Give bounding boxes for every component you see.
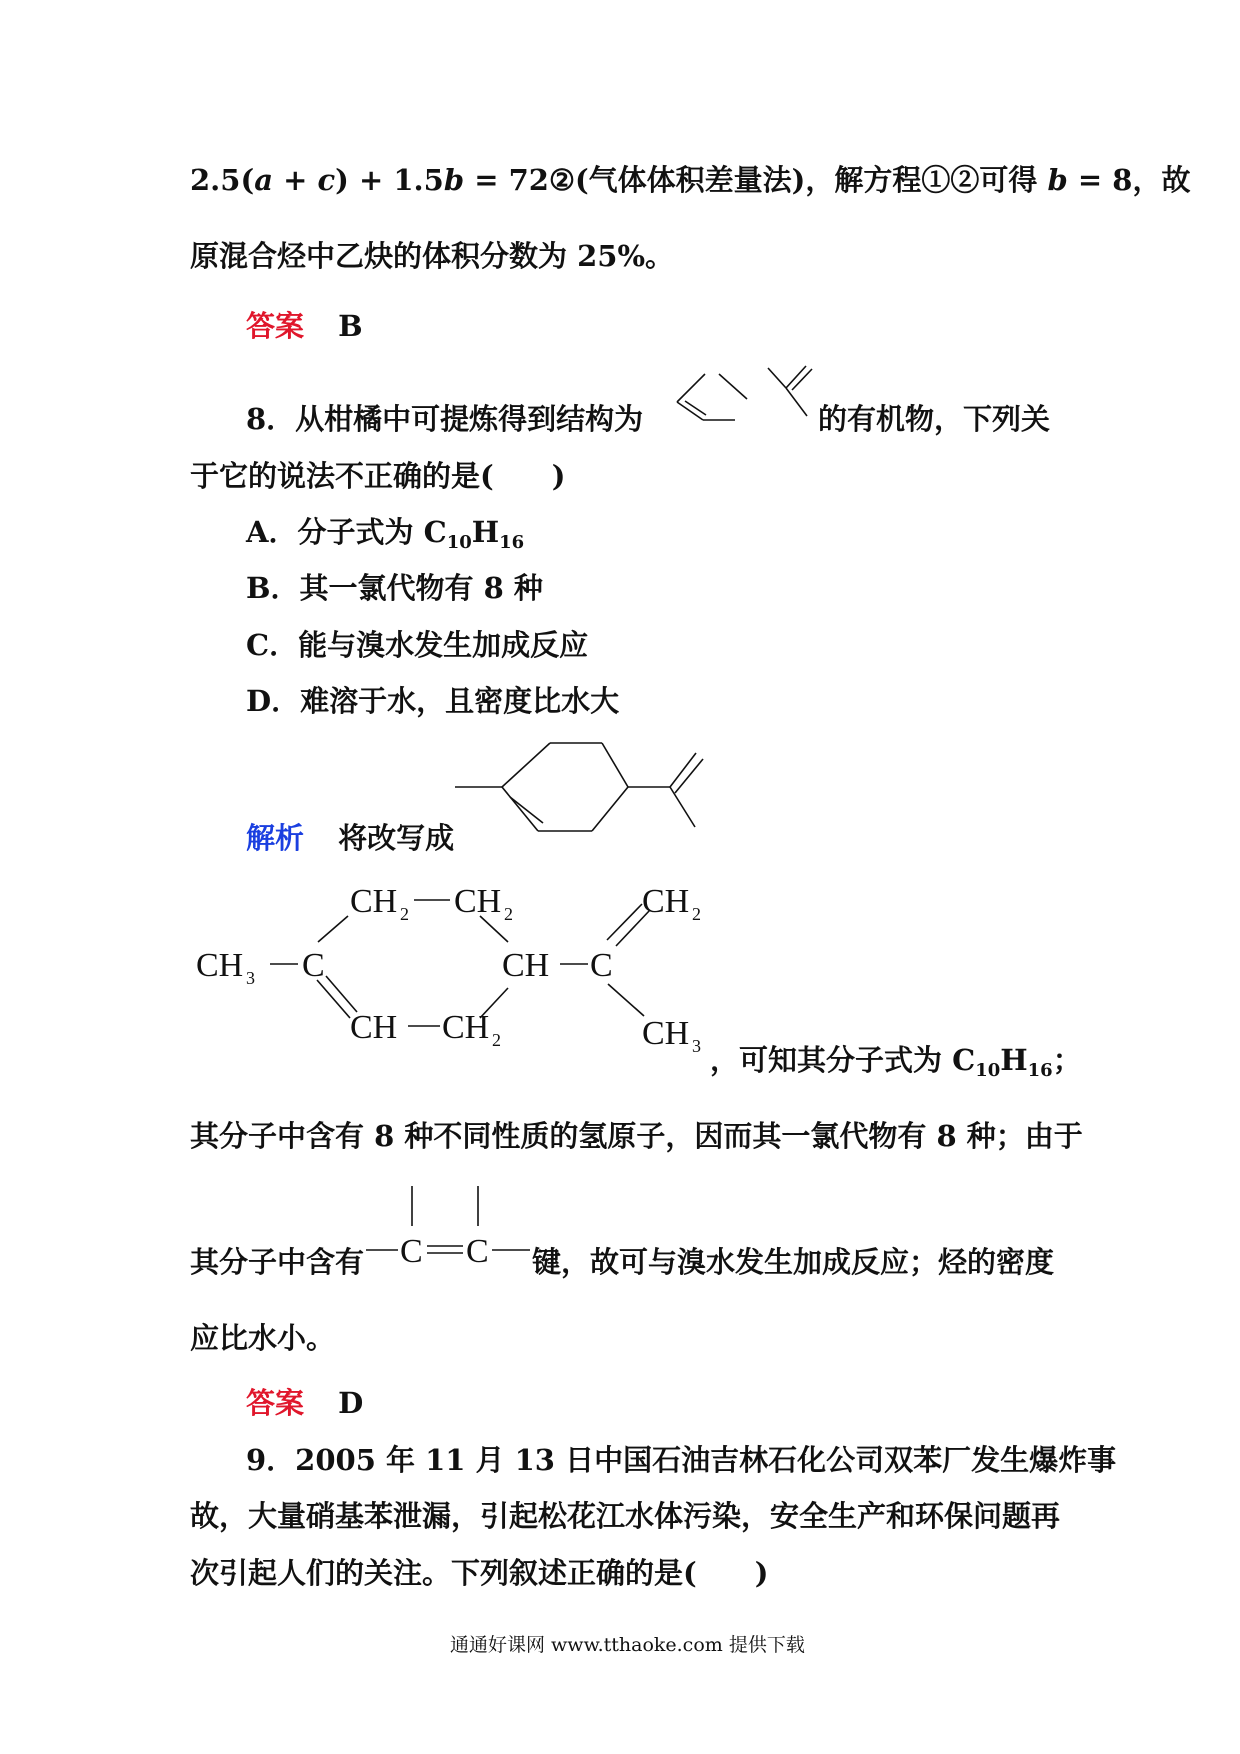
ch2-group: CH xyxy=(350,883,398,920)
analysis-line-2: 其分子中含有 8 种不同性质的氢原子，因而其一氯代物有 8 种；由于 xyxy=(190,1119,1083,1153)
text-line-2: 原混合烃中乙炔的体积分数为 25%。 xyxy=(190,239,675,273)
question-8-stem-cont: 的有机物，下列关 xyxy=(818,402,1051,436)
analysis-text: H xyxy=(1000,1043,1028,1077)
carbon-double-bond-fragment xyxy=(362,1180,534,1280)
analysis-skeletal-structure xyxy=(450,735,712,835)
question-8-stem: 8．从柑橘中可提炼得到结构为 xyxy=(246,402,644,436)
ch-group: CH xyxy=(502,947,550,984)
var-b: b xyxy=(443,163,465,197)
analysis-lead: 将改写成 xyxy=(338,821,455,855)
subscript: 16 xyxy=(499,532,525,553)
option-a xyxy=(246,510,524,553)
option-a-text: H xyxy=(471,515,500,549)
subscript: 3 xyxy=(692,1036,701,1056)
ch-group: CH xyxy=(350,1009,398,1046)
eq-part: ) + 1.5 xyxy=(335,163,444,197)
condensed-structural-formula xyxy=(190,872,730,1062)
eq-part: = 8，故 xyxy=(1067,163,1191,197)
analysis-text: ，可知其分子式为 C xyxy=(710,1043,976,1077)
eq-part: 2.5( xyxy=(190,163,255,197)
subscript: 2 xyxy=(504,904,513,924)
subscript: 16 xyxy=(1027,1060,1053,1081)
option-d: D．难溶于水，且密度比水大 xyxy=(246,684,620,718)
limonene-skeletal-structure xyxy=(675,362,830,432)
option-a-text: A．分子式为 C xyxy=(246,515,447,549)
ch2-group: CH xyxy=(642,883,690,920)
ch2-group: CH xyxy=(442,1009,490,1046)
question-9-line-2: 故，大量硝基苯泄漏，引起松花江水体污染，安全生产和环保问题再 xyxy=(190,1499,1061,1533)
option-c: C．能与溴水发生加成反应 xyxy=(246,628,589,662)
var-a: a xyxy=(254,163,273,197)
eq-part: = 72②(气体体积差量法)，解方程①②可得 xyxy=(464,163,1048,197)
analysis-line-3-end: 键，故可与溴水发生加成反应；烃的密度 xyxy=(532,1245,1055,1279)
answer-row xyxy=(246,304,363,345)
carbon-atom: C xyxy=(400,1233,423,1270)
analysis-label: 解析 xyxy=(246,821,305,855)
molecular-formula-text xyxy=(710,1038,1082,1081)
analysis-text: ； xyxy=(1052,1043,1082,1077)
carbon-atom: C xyxy=(302,947,325,984)
subscript: 2 xyxy=(400,904,409,924)
var-c: c xyxy=(317,163,336,197)
ch3-group: CH xyxy=(642,1015,690,1052)
analysis-line-4: 应比水小。 xyxy=(190,1321,336,1355)
text-line-1 xyxy=(190,158,1190,199)
answer-value: B xyxy=(338,309,363,343)
question-8-stem-line2: 于它的说法不正确的是( ) xyxy=(190,459,566,493)
answer-label: 答案 xyxy=(246,1386,305,1420)
ch3-group: CH xyxy=(196,947,244,984)
question-9-line-1: 9．2005 年 11 月 13 日中国石油吉林石化公司双苯厂发生爆炸事 xyxy=(246,1443,1117,1477)
carbon-atom: C xyxy=(466,1233,489,1270)
analysis-line-3-start: 其分子中含有 xyxy=(190,1245,365,1279)
question-9-line-3: 次引起人们的关注。下列叙述正确的是( ) xyxy=(190,1556,769,1590)
subscript: 2 xyxy=(692,904,701,924)
eq-part: + xyxy=(272,163,318,197)
option-b: B．其一氯代物有 8 种 xyxy=(246,571,543,605)
ch2-group: CH xyxy=(454,883,502,920)
subscript: 2 xyxy=(492,1030,501,1050)
subscript: 3 xyxy=(246,968,255,988)
var-b: b xyxy=(1047,163,1068,197)
analysis-row xyxy=(246,816,454,857)
page-footer: 通通好课网 www.tthaoke.com 提供下载 xyxy=(450,1634,805,1656)
subscript: 10 xyxy=(975,1060,1001,1081)
carbon-atom: C xyxy=(590,947,613,984)
subscript: 10 xyxy=(446,532,472,553)
answer-label: 答案 xyxy=(246,309,305,343)
answer-row xyxy=(246,1381,363,1422)
answer-value: D xyxy=(338,1386,364,1420)
